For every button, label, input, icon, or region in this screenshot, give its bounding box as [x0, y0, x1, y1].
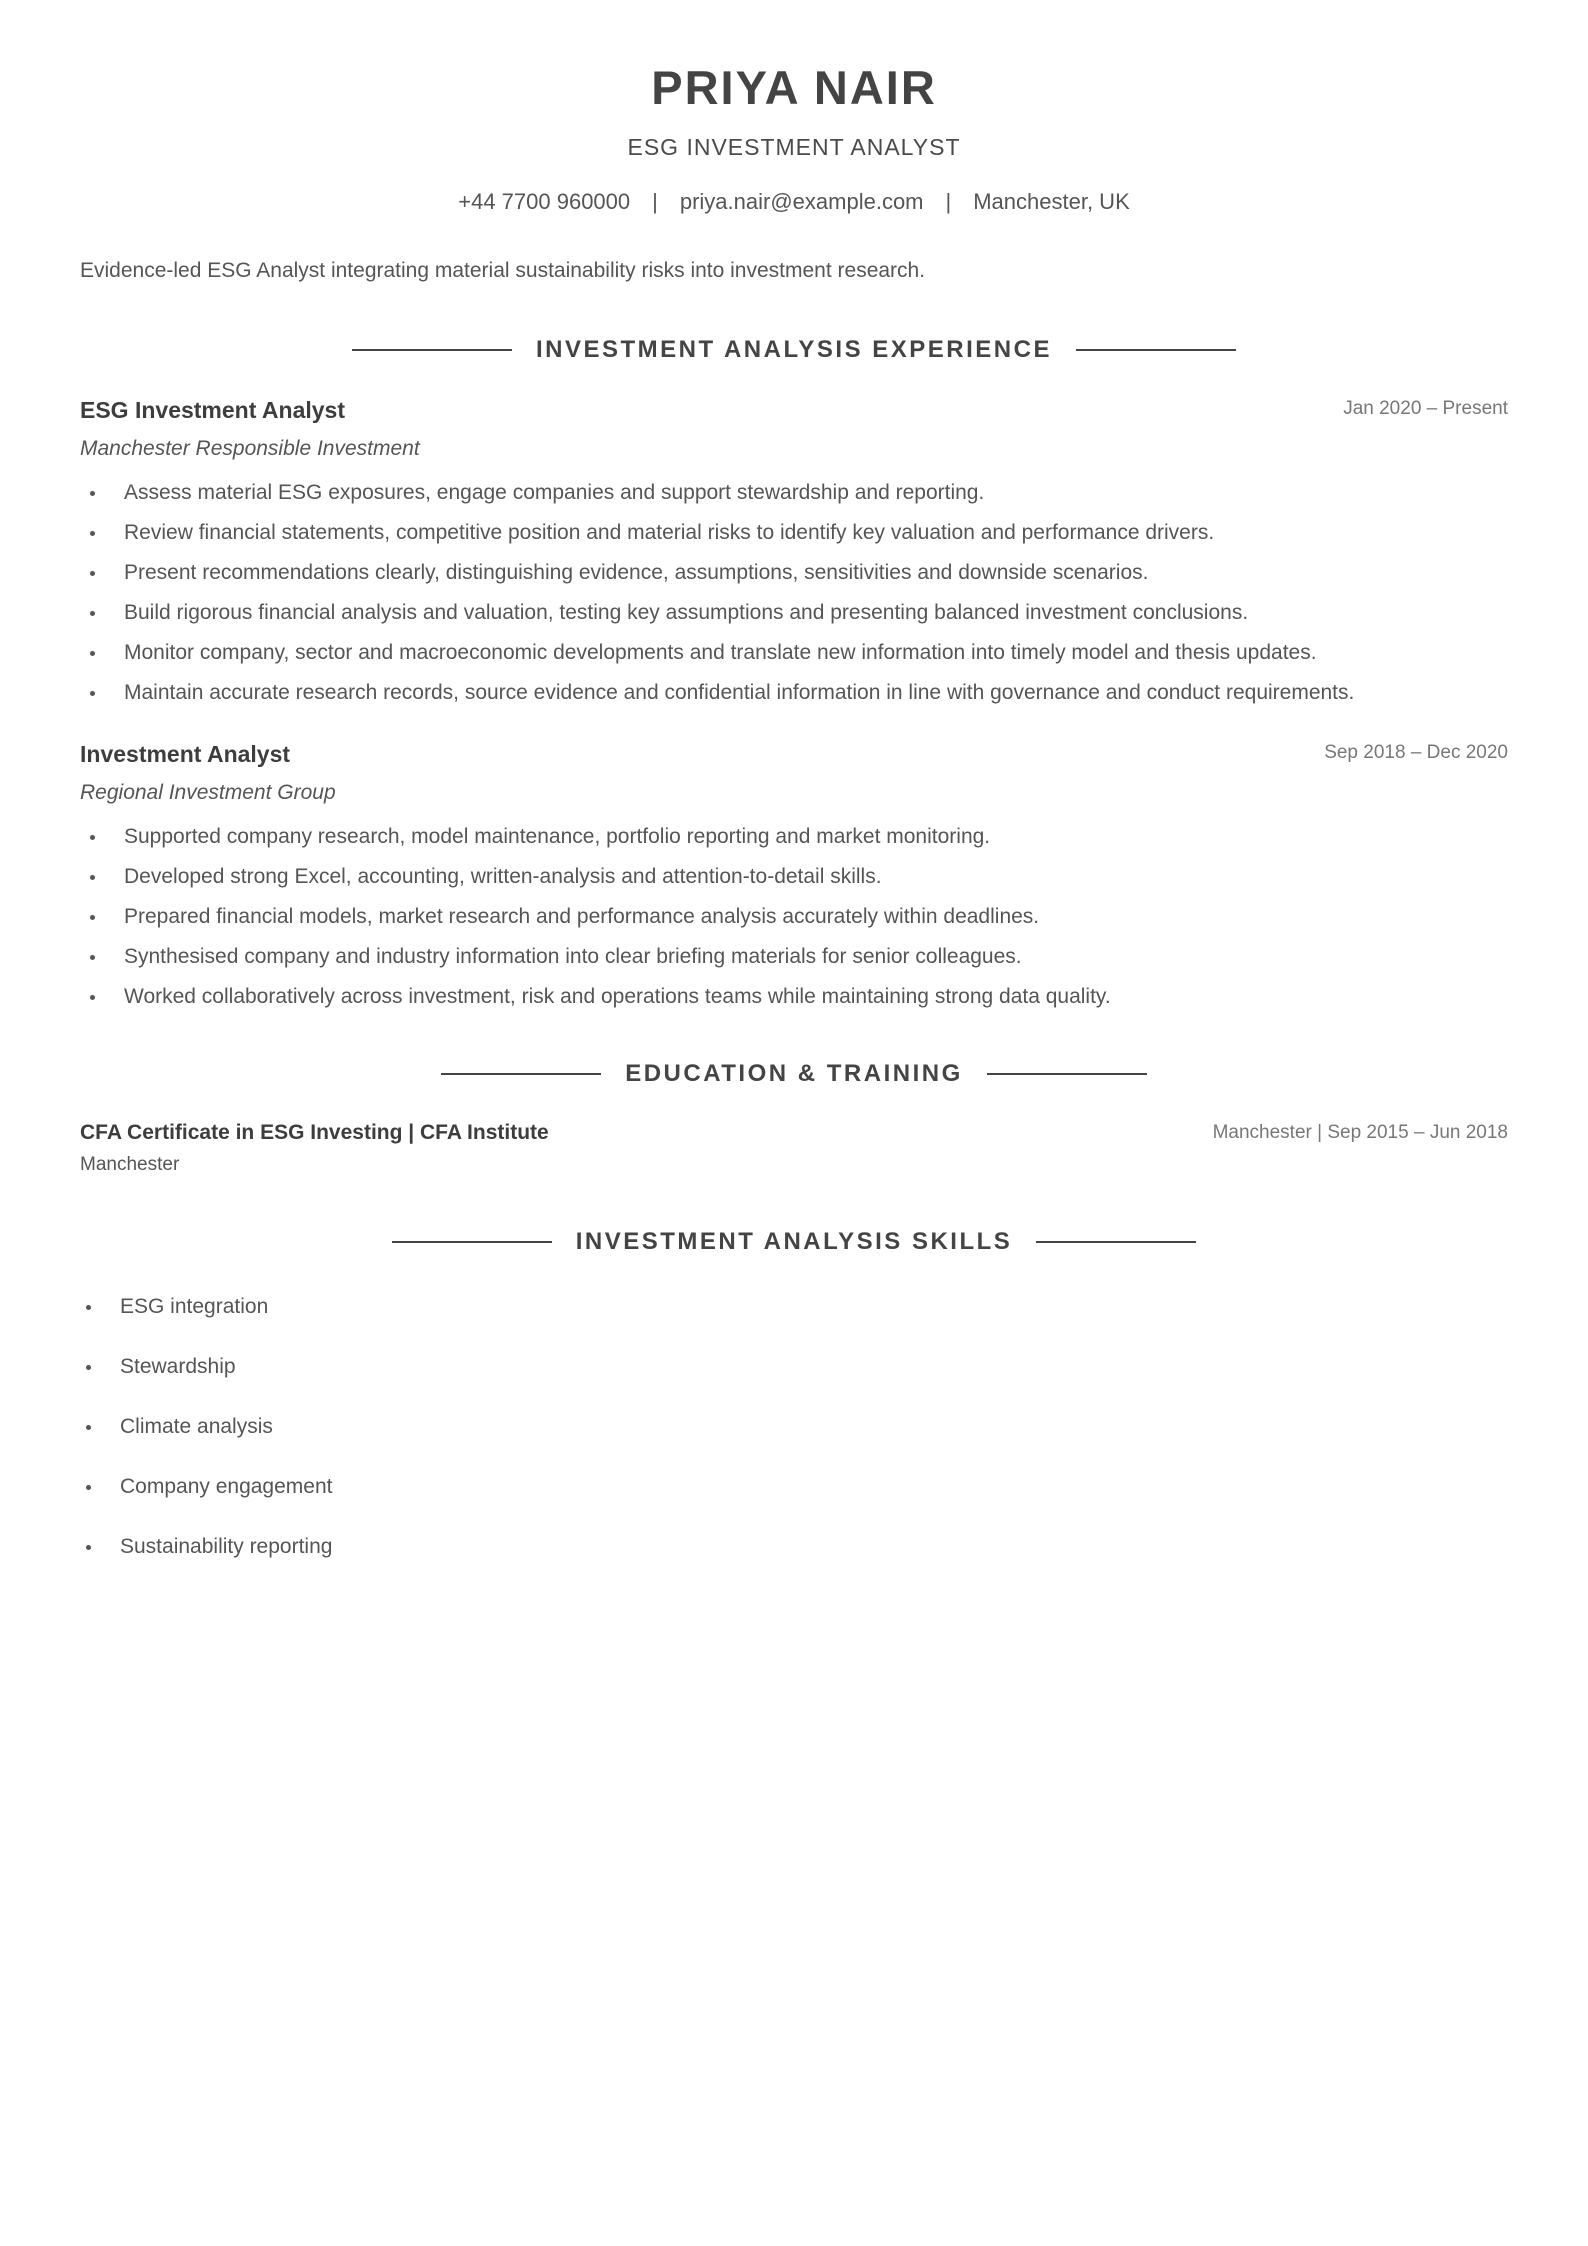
bullet-text: Build rigorous financial analysis and valuation, testing key assumptions and presenting balanced investment conclusions.	[124, 601, 1249, 624]
education-title: CFA Certificate in ESG Investing | CFA Institute	[80, 1121, 549, 1144]
list-item	[80, 1354, 332, 1414]
list-item	[80, 1534, 332, 1594]
heading-rule-right	[987, 1073, 1147, 1075]
bullet-dot	[86, 1485, 91, 1490]
section-heading-label: INVESTMENT ANALYSIS EXPERIENCE	[536, 336, 1052, 363]
heading-rule-left	[392, 1241, 552, 1243]
bullet-text: Assess material ESG exposures, engage companies and support stewardship and reporting.	[124, 481, 985, 504]
bullet-dot	[90, 955, 95, 960]
job-company: Regional Investment Group	[80, 781, 336, 804]
list-item	[80, 640, 1508, 680]
skill-text: Company engagement	[120, 1475, 333, 1498]
bullet-dot	[90, 875, 95, 880]
contact-separator: |	[652, 189, 658, 214]
job-dates: Sep 2018 – Dec 2020	[1324, 742, 1508, 763]
bullet-dot	[86, 1305, 91, 1310]
list-item	[80, 1474, 332, 1534]
section-heading-skills	[80, 1228, 1508, 1256]
bullet-dot	[90, 835, 95, 840]
bullet-dot	[90, 651, 95, 656]
bullet-text: Worked collaboratively across investment, risk and operations teams while maintaining strong data quality.	[124, 985, 1111, 1008]
bullet-text: Present recommendations clearly, distinguishing evidence, assumptions, sensitivities and downside scenarios.	[124, 561, 1149, 584]
list-item	[80, 944, 1508, 984]
bullet-text: Developed strong Excel, accounting, written-analysis and attention-to-detail skills.	[124, 865, 882, 888]
job-title: Investment Analyst	[80, 741, 291, 767]
list-item	[80, 600, 1508, 640]
bullet-dot	[90, 995, 95, 1000]
contact-location: Manchester, UK	[973, 189, 1130, 214]
job-bullet-list	[80, 824, 1508, 1024]
heading-rule-left	[352, 349, 512, 351]
bullet-dot	[86, 1545, 91, 1550]
list-item	[80, 1294, 332, 1354]
heading-rule-right	[1036, 1241, 1196, 1243]
list-item	[80, 984, 1508, 1024]
candidate-name: PRIYA NAIR	[651, 61, 937, 114]
skill-text: ESG integration	[120, 1295, 269, 1318]
section-heading-label: EDUCATION & TRAINING	[625, 1060, 963, 1087]
list-item	[80, 520, 1508, 560]
bullet-dot	[90, 491, 95, 496]
job-bullet-list	[80, 480, 1508, 720]
section-heading-experience	[80, 336, 1508, 364]
list-item	[80, 864, 1508, 904]
bullet-dot	[90, 611, 95, 616]
list-item	[80, 480, 1508, 520]
bullet-dot	[86, 1365, 91, 1370]
list-item	[80, 1414, 332, 1474]
heading-rule-left	[441, 1073, 601, 1075]
bullet-text: Prepared financial models, market research and performance analysis accurately within deadlines.	[124, 905, 1040, 928]
list-item	[80, 680, 1508, 720]
education-location: Manchester	[80, 1154, 180, 1175]
bullet-text: Supported company research, model maintenance, portfolio reporting and market monitoring.	[124, 825, 991, 848]
contact-phone: +44 7700 960000	[458, 189, 631, 214]
bullet-text: Monitor company, sector and macroeconomic developments and translate new information into timely model and thesis updates.	[124, 641, 1317, 664]
bullet-text: Maintain accurate research records, source evidence and confidential information in line with governance and conduct requirements.	[124, 681, 1355, 704]
section-heading-education	[80, 1060, 1508, 1088]
job-company: Manchester Responsible Investment	[80, 437, 420, 460]
job-title: ESG Investment Analyst	[80, 397, 346, 423]
candidate-title: ESG INVESTMENT ANALYST	[627, 134, 961, 160]
skill-text: Climate analysis	[120, 1415, 273, 1438]
bullet-text: Synthesised company and industry information into clear briefing materials for senior colleagues.	[124, 945, 1022, 968]
section-heading-label: INVESTMENT ANALYSIS SKILLS	[575, 1228, 1013, 1255]
bullet-text: Review financial statements, competitive position and material risks to identify key valuation and performance drivers.	[124, 521, 1215, 544]
professional-summary: Evidence-led ESG Analyst integrating material sustainability risks into investment research.	[80, 259, 926, 282]
list-item	[80, 904, 1508, 944]
list-item	[80, 824, 1508, 864]
bullet-dot	[90, 915, 95, 920]
skills-list	[80, 1294, 332, 1594]
skill-text: Stewardship	[120, 1355, 236, 1378]
bullet-dot	[90, 691, 95, 696]
contact-email: priya.nair@example.com	[679, 189, 924, 214]
bullet-dot	[86, 1425, 91, 1430]
contact-line	[80, 189, 1508, 215]
heading-rule-right	[1076, 349, 1236, 351]
bullet-dot	[90, 531, 95, 536]
contact-separator: |	[945, 189, 952, 214]
job-dates: Jan 2020 – Present	[1343, 398, 1508, 419]
bullet-dot	[90, 571, 95, 576]
list-item	[80, 560, 1508, 600]
skill-text: Sustainability reporting	[120, 1535, 333, 1558]
education-meta: Manchester | Sep 2015 – Jun 2018	[1212, 1122, 1508, 1143]
